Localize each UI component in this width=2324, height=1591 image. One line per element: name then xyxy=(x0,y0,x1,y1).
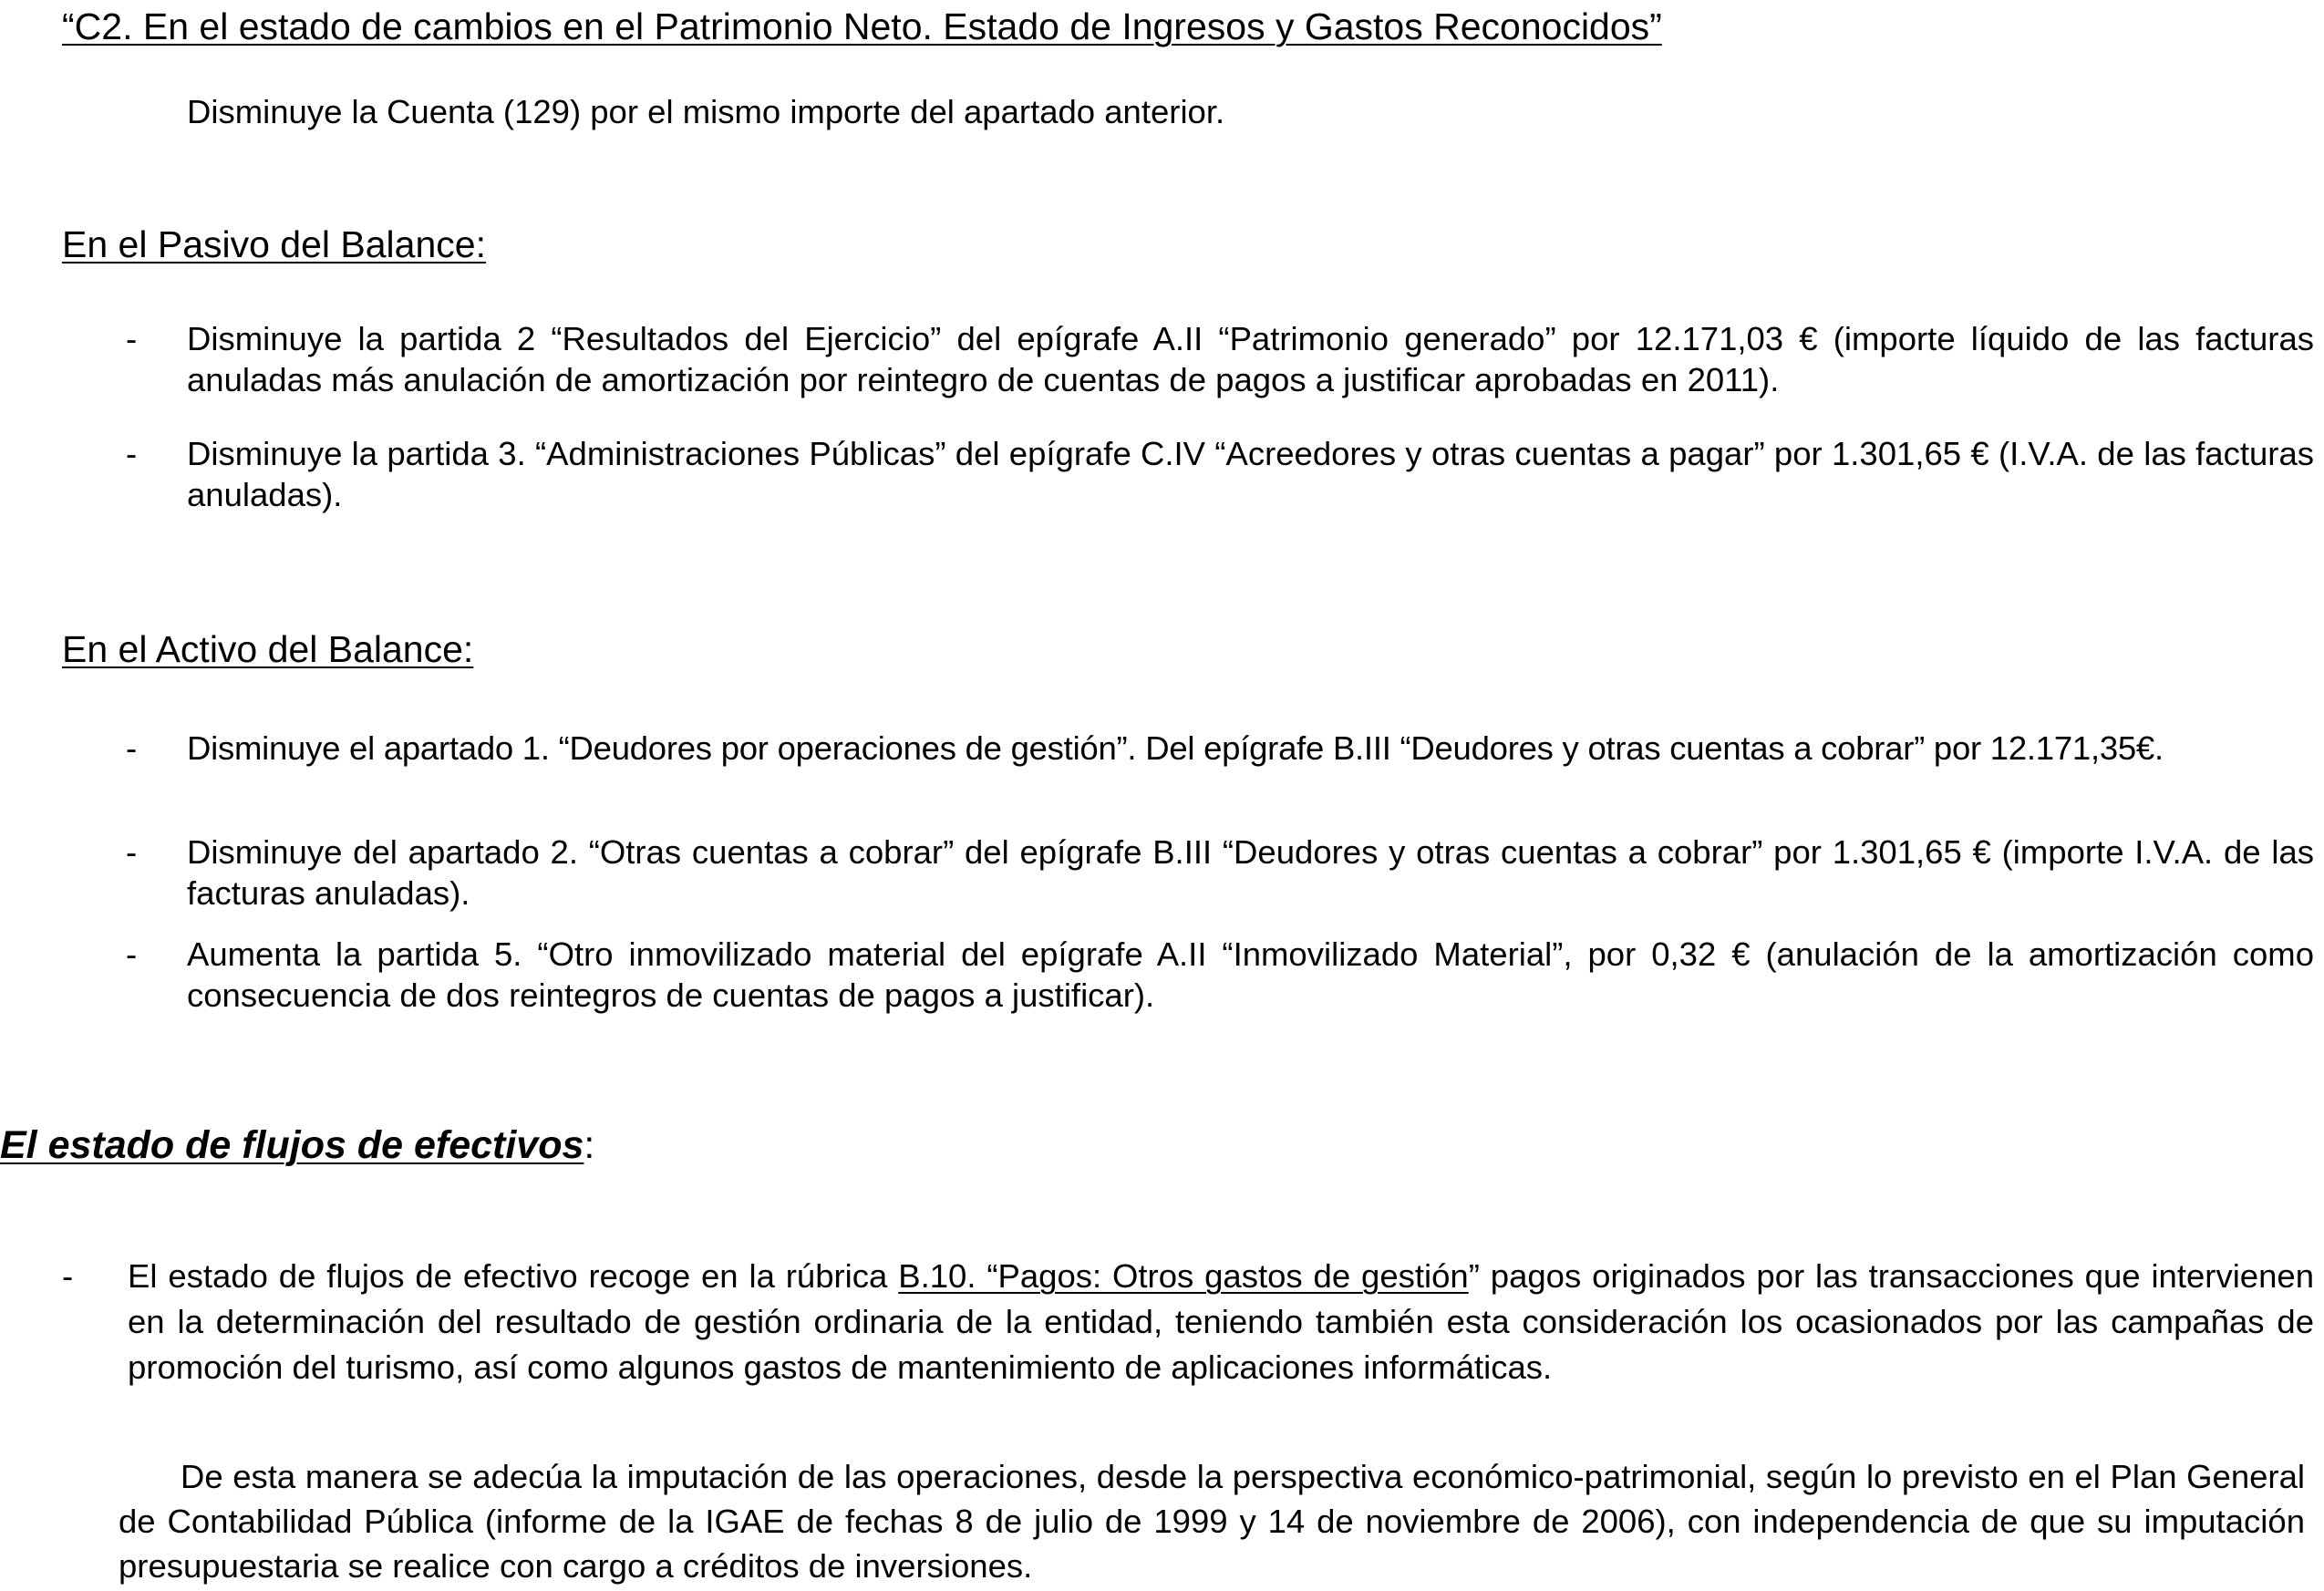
flujos-item-text xyxy=(128,1254,2314,1390)
bullet-dash: - xyxy=(126,729,138,767)
activo-item-1 xyxy=(0,728,2324,773)
flujos-heading: El estado de flujos de efectivos xyxy=(0,1123,584,1167)
bullet-dash: - xyxy=(126,435,138,472)
flujos-item-text-after: ” pagos originados por las transacciones que intervienen en la determinación del resultado de gestión ordinaria de la entidad, teniendo también esta consideración los ocasionados por las campañas de promoción del turismo, así como algunos gastos de mantenimiento de aplicaciones informáticas. xyxy=(128,1257,2314,1386)
activo-item-2-text: Disminuye del apartado 2. “Otras cuentas a cobrar” del epígrafe B.III “Deudores y otras cuentas a cobrar” por 1.301,65 € (importe I.V.A. de las facturas anuladas). xyxy=(187,833,2314,912)
flujos-heading-wrap xyxy=(0,1121,594,1169)
section-c2-title: “C2. En el estado de cambios en el Patrimonio Neto. Estado de Ingresos y Gastos Reconocidos” xyxy=(62,5,1662,47)
section-c2-text: Disminuye la Cuenta (129) por el mismo importe del apartado anterior. xyxy=(187,93,1225,130)
bullet-dash: - xyxy=(126,320,138,357)
flujos-item-text-before: El estado de flujos de efectivo recoge en la rúbrica xyxy=(128,1257,899,1295)
flujos-heading-colon: : xyxy=(584,1123,595,1167)
activo-item-2 xyxy=(0,832,2324,923)
activo-heading: En el Activo del Balance: xyxy=(62,628,474,670)
closing-paragraph: De esta manera se adecúa la imputación de las operaciones, desde la perspectiva económico-patrimonial, según lo previsto en el Plan General de Contabilidad Pública (informe de la IGAE de fechas 8 de julio de 1999 y 14 de noviembre de 2006), con independencia de que su imputación presupuestaria se realice con cargo a créditos de inversiones. xyxy=(119,1458,2305,1585)
pasivo-item-2 xyxy=(0,433,2324,524)
pasivo-item-2-text: Disminuye la partida 3. “Administraciones Públicas” del epígrafe C.IV “Acreedores y otras cuentas a pagar” por 1.301,65 € (I.V.A. de las facturas anuladas). xyxy=(187,435,2314,513)
bullet-dash: - xyxy=(62,1257,74,1295)
bullet-dash: - xyxy=(126,833,138,871)
pasivo-item-1 xyxy=(0,318,2324,409)
activo-item-3 xyxy=(0,934,2324,1025)
activo-item-1-text: Disminuye el apartado 1. “Deudores por operaciones de gestión”. Del epígrafe B.III “Deudores y otras cuentas a cobrar” por 12.171,35€. xyxy=(187,729,2164,767)
flujos-item xyxy=(0,1254,2324,1390)
activo-item-3-text: Aumenta la partida 5. “Otro inmovilizado material del epígrafe A.II “Inmovilizado Material”, por 0,32 € (anulación de la amortización como consecuencia de dos reintegros de cuentas de pagos a justificar). xyxy=(187,935,2314,1014)
pasivo-heading: En el Pasivo del Balance: xyxy=(62,223,486,265)
pasivo-item-1-text: Disminuye la partida 2 “Resultados del Ejercicio” del epígrafe A.II “Patrimonio generado” por 12.171,03 € (importe líquido de las facturas anuladas más anulación de amortización por reintegro de cuentas de pagos a justificar aprobadas en 2011). xyxy=(187,320,2314,398)
bullet-dash: - xyxy=(126,935,138,973)
rubric-code: B.10. “Pagos: Otros gastos de gestión xyxy=(898,1257,1469,1295)
